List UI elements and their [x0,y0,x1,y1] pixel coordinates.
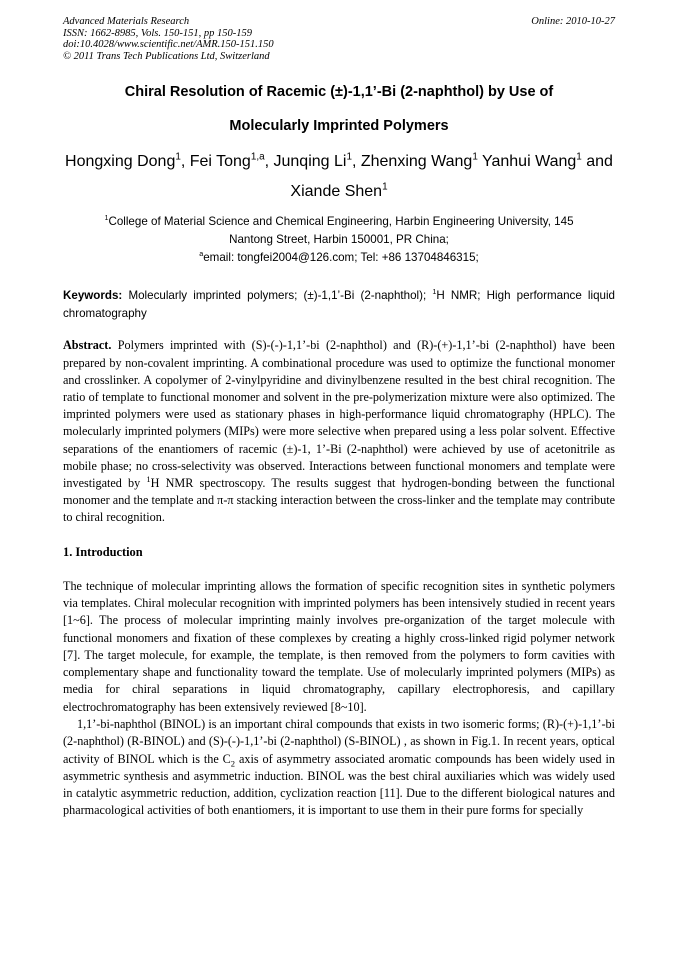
affiliation-block [63,213,615,267]
journal-name: Advanced Materials Research [63,16,190,27]
author-name: Xiande Shen [290,183,383,201]
c2-subscript: 2 [230,758,236,769]
keywords [63,287,615,323]
intro-paragraph-1: The technique of molecular imprinting allows the formation of specific recognition sites in synthetic polymers via templates. Chiral molecular recognition with imprinted polymers has been intensively studied in recent years [1~6]. The process of molecular imprinting mainly involves pre-organization of the target molecule with functional monomers and fixation of these complexes by creating a highly cross-linked rigid polymer network [7]. The target molecule, for example, the template, is then removed from the polymers to form cavities with complementary shape and functionality toward the template. Use of molecularly imprinted polymers (MIPs) as media for chiral separations in liquid chromatography, capillary electrophoresis, and capillary electrochromatography has been extensively reviewed [8~10]. [63,578,615,714]
affiliation-line-1: College of Material Science and Chemical Engineering, Harbin Engineering University, 145 [108,215,574,229]
abstract-label: Abstract. [63,338,112,353]
author-name: Fei Tong [189,153,251,171]
paper-page [63,16,615,820]
intro-paragraph-2 [63,716,615,820]
author-conjunction: and [586,153,613,171]
author-name: Yanhui Wang [482,153,577,171]
journal-header [63,16,615,62]
nmr-superscript: 1 [146,473,151,484]
paper-title [63,75,615,143]
issn-line: ISSN: 1662-8985, Vols. 150-151, pp 150-159 [63,27,252,39]
title-line-2: Molecularly Imprinted Polymers [229,118,449,135]
affiliation-line-2: Nantong Street, Harbin 150001, PR China; [229,233,449,247]
copyright-line: © 2011 Trans Tech Publications Ltd, Switzerland [63,50,270,62]
affiliation-mark: 1,a [250,152,265,164]
author-name: Hongxing Dong [65,153,176,171]
author-name: Zhenxing Wang [360,153,473,171]
intro-paragraph-2-text: 1,1’-bi-naphthol (BINOL) is an important chiral compounds that exists in two isomeric forms; (R)-(+)-1,1’-bi (2-naphthol) (R-BINOL) and (S)-(-)-1,1’-bi (2-naphthol) (S-BINOL) , as shown in Fig.1. In recent years, optical activity of BINOL which is the C [63,716,615,766]
affiliation-mark: 1 [346,152,352,164]
affiliation-mark: 1 [382,182,388,194]
affiliation-mark: 1 [104,213,109,223]
keywords-text: Molecularly imprinted polymers; (±)-1,1’-Bi (2-naphthol); [128,289,427,303]
abstract-text-2: H NMR spectroscopy. The results suggest that hydrogen-bonding between the functional monomer and the template and π-π stacking interaction between the cross-linker and the template may contribute to chiral recognition. [63,476,615,525]
author-list: Hongxing Dong$^1$, Fei Tong$^{1,a}$, Junqing Li$^1$, Zhenxing Wang$^1$ Yanhui Wang$^1$ and Xiande Shen$^1$ [65,152,613,201]
title-line-1: Chiral Resolution of Racemic (±)-1,1’-Bi (2-naphthol) by Use of [124,84,554,101]
intro-paragraph-2-text-cont: axis of asymmetry associated aromatic compounds has been widely used in asymmetric synthesis and asymmetric induction. BINOL was the best chiral auxiliaries which was widely used in catalytic asymmetric reduction, addition, cyclization reaction [11]. Due to the different biological natures and pharmacological activities of both enantiomers, it is important to use them in their pure forms for specially [63,751,616,818]
online-date: Online: 2010-10-27 [531,16,615,27]
abstract [63,337,615,526]
doi-line: doi:10.4028/www.scientific.net/AMR.150-151.150 [63,39,274,51]
keywords-label: Keywords: [63,289,123,303]
section-heading: 1. Introduction [63,544,143,559]
contact-email: email: tongfei2004@126.com; Tel: +86 13704846315; [203,251,479,265]
abstract-text: Polymers imprinted with (S)-(-)-1,1’-bi (2-naphthol) and (R)-(+)-1,1’-bi (2-naphthol) have been prepared by non-covalent imprinting. A combinational procedure was used to optimize the functional monomer and crosslinker. A copolymer of 2-vinylpyridine and divinylbenzene resulted in the best chiral recognition. The ratio of template to functional monomer and solvent in the pre-polymerization mixture were also optimized. The imprinted polymers were used as stationary phases in high-performance liquid chromatography (HPLC). The molecularly imprinted polymers (MIPs) were more selective when prepared using a less polar solvent. Effective separations of the enantiomers of racemic (±)-1, 1’-Bi (2-naphthol) were achieved by use of acetonitrile as mobile phase; no cross-selectivity was observed. Interactions between functional monomers and template were investigated by [63,338,616,490]
author-name: Junqing Li [273,153,347,171]
nmr-superscript: 1 [432,287,437,297]
email-mark: a [199,249,204,259]
affiliation-mark: 1 [472,152,478,164]
affiliation-mark: 1 [175,152,181,164]
keywords-text-2: H NMR; High performance liquid chromatography [63,289,615,321]
affiliation-mark: 1 [576,152,582,164]
